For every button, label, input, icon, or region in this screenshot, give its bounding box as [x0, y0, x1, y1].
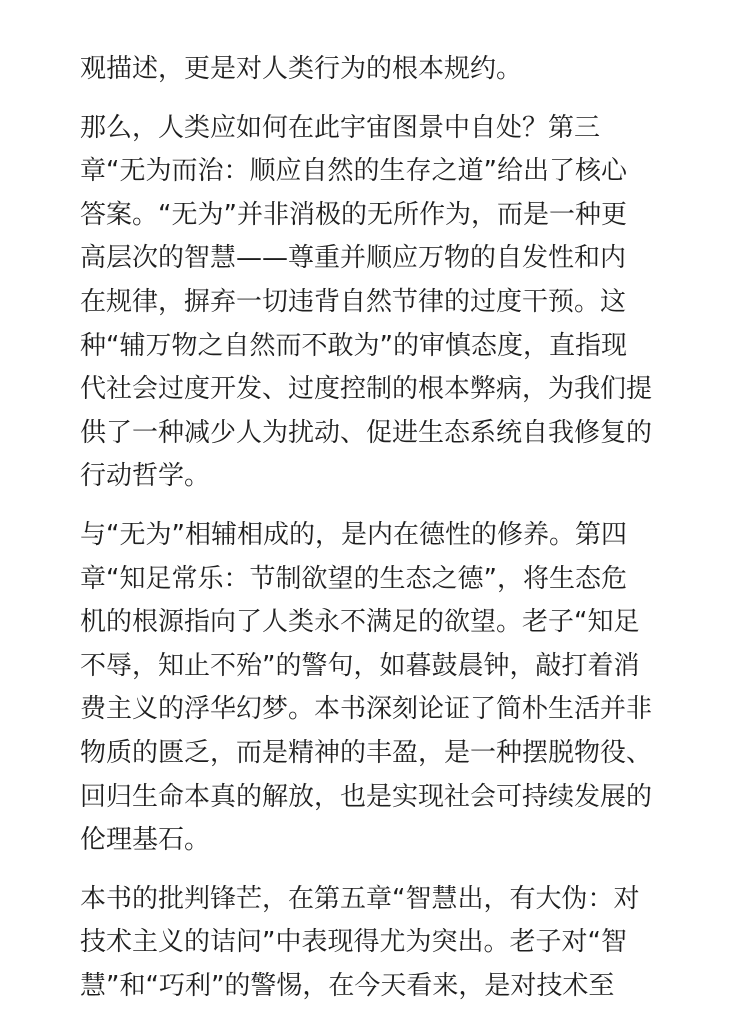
text-line: 章“知足常乐：节制欲望的生态之德”，将生态危 [80, 563, 627, 594]
text-line: 行动哲学。 [80, 461, 211, 492]
text-line: 技术主义的诘问”中表现得尤为突出。老子对“智 [80, 927, 627, 958]
article-body [80, 48, 680, 1023]
text-line: 物质的匮乏，而是精神的丰盈，是一种摆脱物役、 [80, 737, 653, 768]
text-line: 费主义的浮华幻梦。本书深刻论证了简朴生活并非 [80, 694, 653, 725]
paragraph-1 [80, 48, 680, 92]
paragraph-2 [80, 107, 680, 499]
text-line: 观描述，更是对人类行为的根本规约。 [80, 54, 523, 84]
text-line: 与“无为”相辅相成的，是内在德性的修养。第四 [80, 519, 627, 550]
text-line: 本书的批判锋芒，在第五章“智慧出，有大伪：对 [80, 883, 640, 914]
text-line: 供了一种减少人为扰动、促进生态系统自我修复的 [80, 417, 653, 448]
text-line: 答案。“无为”并非消极的无所作为，而是一种更 [80, 199, 627, 230]
text-line: 高层次的智慧——尊重并顺应万物的自发性和内 [80, 243, 627, 274]
text-line: 回归生命本真的解放，也是实现社会可持续发展的 [80, 781, 653, 812]
paragraph-4 [80, 878, 680, 1009]
text-line: 机的根源指向了人类永不满足的欲望。老子“知足 [80, 607, 640, 638]
text-line: 伦理基石。 [80, 825, 211, 856]
text-line: 不辱，知止不殆”的警句，如暮鼓晨钟，敲打着消 [80, 650, 640, 681]
text-line: 那么，人类应如何在此宇宙图景中自处？第三 [80, 112, 601, 143]
text-line: 在规律，摒弃一切违背自然节律的过度干预。这 [80, 286, 627, 317]
text-line: 种“辅万物之自然而不敢为”的审慎态度，直指现 [80, 330, 627, 361]
text-line: 慧”和“巧利”的警惕，在今天看来，是对技术至 [80, 970, 615, 1001]
text-line: 代社会过度开发、过度控制的根本弊病，为我们提 [80, 374, 653, 405]
paragraph-3 [80, 514, 680, 863]
text-line: 章“无为而治：顺应自然的生存之道”给出了核心 [80, 156, 627, 187]
